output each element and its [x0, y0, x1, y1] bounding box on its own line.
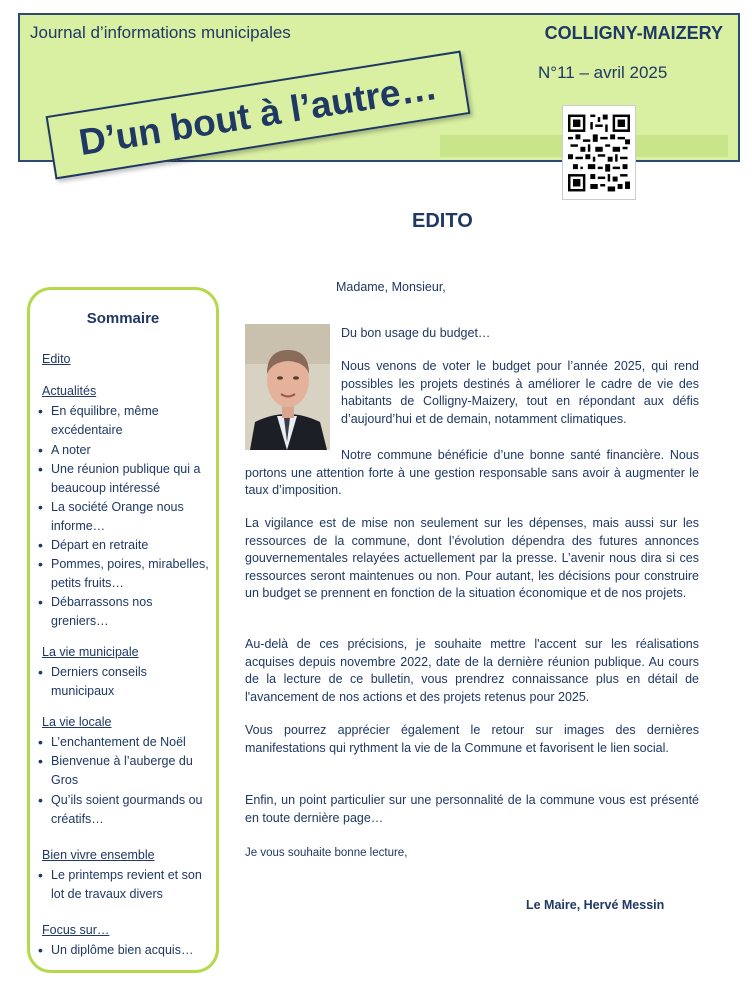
newsletter-title: D’un bout à l’autre… — [76, 65, 440, 164]
summary-item[interactable]: • Un diplôme bien acquis… — [51, 941, 211, 960]
paragraph-1: Nous venons de voter le budget pour l’année 2025, qui rend possibles les projets destinés à améliorer le cadre de vie des habitants de Colligny-Maizery, tout en répondant aux défis d’aujourd’hui et de demain, notamment climatiques. — [341, 359, 699, 426]
summary-item[interactable]: • Qu’ils soient gourmands ou créatifs… — [51, 791, 211, 829]
summary-item[interactable]: • En équilibre, même excédentaire — [51, 402, 211, 440]
summary-item[interactable]: • L’enchantement de Noël — [51, 733, 211, 752]
summary-item[interactable]: • La société Orange nous informe… — [51, 498, 211, 536]
summary-section-actualites[interactable]: Actualités — [42, 384, 97, 398]
qr-code-graphic — [568, 114, 630, 192]
issue-number: N°11 – avril 2025 — [538, 63, 668, 82]
closing-line: Je vous souhaite bonne lecture, — [245, 847, 408, 859]
summary-section-focus[interactable]: Focus sur… — [42, 923, 110, 937]
salutation: Madame, Monsieur, — [336, 280, 446, 294]
paragraph-2: Notre commune bénéficie d’une bonne santé financière. Nous portons une attention forte à une gestion responsable sans avoir à augmenter le taux d’imposition. — [245, 448, 699, 497]
qr-code-icon[interactable] — [562, 105, 636, 200]
summary-title: Sommaire — [86, 310, 160, 327]
edito-heading: EDITO — [412, 210, 473, 232]
paragraph-6: Enfin, un point particulier sur une personnalité de la commune vous est présenté en toute dernière page… — [245, 793, 699, 825]
summary-section-vie-locale[interactable]: La vie locale — [42, 715, 112, 729]
summary-item[interactable]: • Départ en retraite — [51, 536, 211, 555]
letter-intro: Du bon usage du budget… — [341, 326, 491, 340]
summary-link-edito[interactable]: Edito — [42, 352, 71, 366]
signature: Le Maire, Hervé Messin — [526, 898, 665, 912]
summary-section-vie-municipale[interactable]: La vie municipale — [42, 645, 139, 659]
summary-item[interactable]: • Le printemps revient et son lot de travaux divers — [51, 866, 211, 904]
summary-sidebar — [27, 287, 219, 973]
summary-item[interactable]: • Une réunion publique qui a beaucoup intéressé — [51, 460, 211, 498]
town-name: COLLIGNY-MAIZERY — [544, 23, 723, 43]
paragraph-3: La vigilance est de mise non seulement sur les dépenses, mais aussi sur les ressources de la commune, dont l’évolution dépendra des futures annonces gouvernementales relayées actuellement par la presse. L’avenir nous dira si ces ressources seront maintenues ou non. Pour autant, les décisions pour construire un budget se prennent en fonction de la situation économique et de nos projets. — [245, 516, 699, 600]
mayor-portrait-graphic — [245, 324, 330, 450]
journal-label: Journal d’informations municipales — [30, 23, 291, 42]
paragraph-5: Vous pourrez apprécier également le retour sur images des dernières manifestations qui rythment la vie de la Commune et favorisent le lien social. — [245, 723, 699, 755]
summary-item[interactable]: • Derniers conseils municipaux — [51, 663, 211, 701]
summary-section-bien-vivre[interactable]: Bien vivre ensemble — [42, 848, 155, 862]
summary-item[interactable]: • Débarrassons nos greniers… — [51, 593, 211, 631]
summary-item[interactable]: • A noter — [51, 441, 211, 460]
summary-item[interactable]: • Pommes, poires, mirabelles, petits fruits… — [51, 555, 211, 593]
mayor-photo — [245, 324, 330, 450]
paragraph-4: Au-delà de ces précisions, je souhaite mettre l'accent sur les réalisations acquises depuis novembre 2022, date de la dernière réunion publique. Au cours de la lecture de ce bulletin, vous prendrez connaissance plus en détail de l'avancement de nos actions et des projets retenus pour 2025. — [245, 637, 699, 704]
summary-item[interactable]: • Bienvenue à l’auberge du Gros — [51, 752, 211, 790]
